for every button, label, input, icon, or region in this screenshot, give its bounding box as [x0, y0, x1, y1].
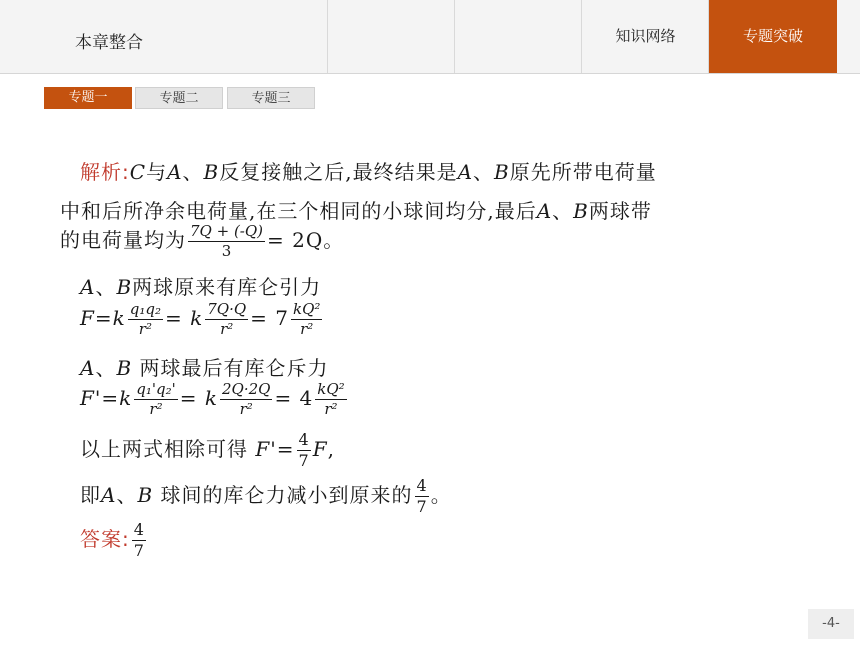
fraction-denominator: r²	[220, 399, 272, 417]
text: 两球带	[588, 199, 652, 223]
text: 即	[80, 483, 101, 507]
fraction	[134, 382, 177, 417]
content-line-7-formula	[80, 382, 349, 417]
fraction-denominator: r²	[291, 319, 322, 337]
var-f-prime: F'	[255, 437, 277, 461]
fraction	[415, 478, 429, 515]
fraction-numerator: 4	[416, 476, 427, 495]
text: = k	[179, 386, 218, 410]
subtab-topic-1[interactable]: 专题一	[44, 87, 132, 109]
fraction-numerator: 4	[298, 430, 309, 449]
text: 两球原来有库仑引力	[132, 275, 322, 299]
text: 原先所带电荷量	[509, 160, 657, 184]
text: = 2Q。	[267, 228, 345, 252]
chapter-title: 本章整合	[75, 33, 143, 53]
var-f: F	[312, 437, 328, 461]
var-b: B	[203, 160, 220, 184]
text: 、	[552, 199, 574, 223]
text: 的电荷量均为	[60, 228, 186, 252]
text: 两球最后有库仑斥力	[139, 356, 329, 380]
text: 、	[95, 356, 117, 380]
text: =k	[101, 386, 133, 410]
fraction-denominator: 7	[298, 451, 309, 470]
header-cell	[455, 0, 582, 73]
text: 、	[95, 275, 117, 299]
text: 与	[146, 160, 168, 184]
fraction-numerator: kQ²	[317, 380, 345, 398]
var-f: F	[80, 306, 95, 330]
answer-label: 答案:	[80, 527, 130, 551]
text: = 4	[274, 386, 314, 410]
nav-tab-topic-breakthrough[interactable]: 专题突破	[709, 0, 837, 73]
var-b: B	[116, 356, 133, 380]
fraction-denominator: 7	[416, 497, 427, 516]
var-a: A	[167, 160, 183, 184]
var-a: A	[101, 483, 117, 507]
fraction	[128, 302, 163, 337]
subtab-topic-3[interactable]: 专题三	[227, 87, 315, 109]
text: =k	[94, 306, 126, 330]
fraction-denominator: r²	[315, 399, 346, 417]
text: 中和后所净余电荷量,在三个相同的小球间均分,最后	[60, 199, 537, 223]
fraction	[220, 382, 272, 417]
var-a: A	[80, 356, 96, 380]
text: 、	[473, 160, 495, 184]
text: 反复接触之后,最终结果是	[219, 160, 458, 184]
var-b: B	[116, 275, 133, 299]
text: 球间的库仑力减小到原来的	[160, 483, 413, 507]
nav-tab-knowledge-network[interactable]: 知识网络	[615, 27, 676, 45]
var-c: C	[129, 160, 147, 184]
var-b: B	[494, 160, 510, 184]
var-a: A	[536, 199, 553, 223]
fraction	[291, 302, 322, 337]
content-line-1	[80, 156, 657, 185]
fraction-denominator: r²	[205, 319, 248, 337]
var-b: B	[137, 483, 154, 507]
text: =	[276, 437, 295, 461]
fraction-denominator: 3	[188, 241, 265, 259]
fraction	[205, 302, 248, 337]
text: 以上两式相除可得	[80, 437, 248, 461]
page-number: -4-	[808, 609, 854, 639]
fraction-numerator: q₁'q₂'	[136, 380, 176, 398]
content-line-2	[60, 195, 652, 224]
text: = k	[165, 306, 204, 330]
var-b: B	[573, 199, 589, 223]
content-line-8	[80, 432, 335, 469]
answer-fraction	[132, 522, 146, 559]
fraction-denominator: r²	[128, 319, 163, 337]
content-line-5-formula	[80, 302, 324, 337]
text: = 7	[250, 306, 289, 330]
fraction-numerator: 7Q + (-Q)	[190, 222, 264, 240]
subtab-topic-2[interactable]: 专题二	[135, 87, 223, 109]
text: 。	[430, 483, 452, 507]
var-a: A	[457, 160, 474, 184]
content-line-9	[80, 478, 452, 515]
var-a: A	[80, 275, 96, 299]
fraction	[188, 224, 265, 259]
analysis-label: 解析:	[80, 160, 130, 184]
text: 、	[182, 160, 204, 184]
content-line-3	[60, 224, 344, 259]
answer-line	[80, 522, 148, 559]
fraction-numerator: kQ²	[293, 300, 321, 318]
fraction-numerator: 2Q·2Q	[221, 380, 271, 398]
fraction-numerator: 4	[133, 520, 144, 539]
text: 、	[116, 483, 138, 507]
fraction-denominator: r²	[134, 399, 177, 417]
fraction-numerator: q₁q₂	[129, 300, 162, 318]
top-header-bar	[0, 0, 860, 74]
var-f-prime: F'	[80, 386, 102, 410]
header-cell	[328, 0, 455, 73]
fraction-numerator: 7Q·Q	[207, 300, 247, 318]
fraction	[315, 382, 346, 417]
fraction	[297, 432, 311, 469]
header-cell	[0, 0, 328, 73]
content-line-6	[80, 352, 329, 381]
content-line-4	[80, 271, 321, 300]
text: ,	[327, 437, 335, 461]
fraction-denominator: 7	[133, 541, 144, 560]
